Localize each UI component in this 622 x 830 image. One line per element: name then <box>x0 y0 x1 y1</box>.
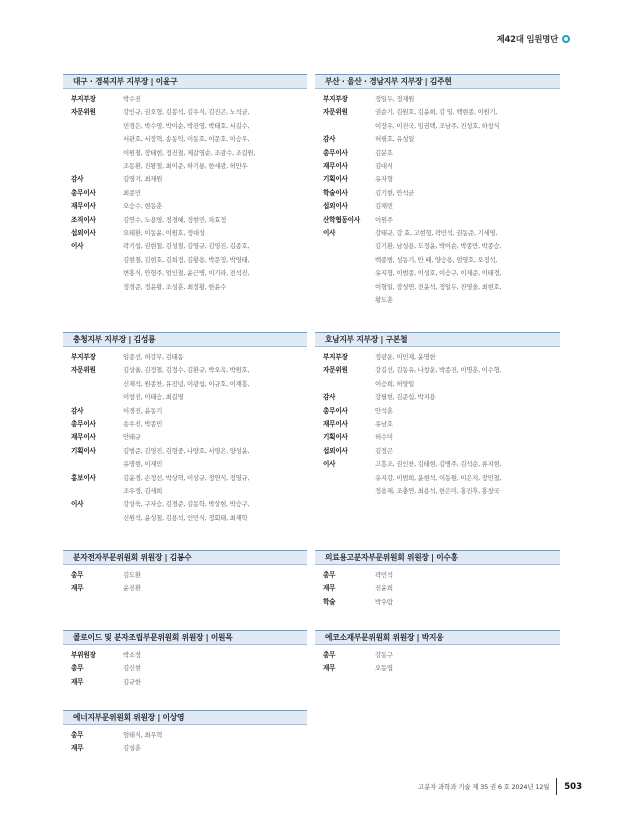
role-label: 총무 <box>71 731 84 739</box>
member-names <box>123 649 307 662</box>
member-names-line: 이장우, 이진국, 임권택, 조남주, 진성호, 하창식 <box>375 121 500 130</box>
member-names <box>123 200 307 213</box>
role-label: 섭외이사 <box>71 229 96 238</box>
section-body <box>315 347 560 498</box>
member-names-line: 오태환, 이동윤, 이원호, 정대성 <box>123 229 205 238</box>
member-names-line: 김채빈 <box>375 202 393 211</box>
role-label: 재무이사 <box>323 420 348 429</box>
member-names-line: 민경은, 박수영, 박이순, 박진영, 박태호, 서길수, <box>123 121 250 130</box>
member-names <box>375 160 560 173</box>
member-names-line: 강동구 <box>375 651 393 659</box>
member-row <box>323 458 560 498</box>
section-electronic <box>63 550 307 596</box>
role-label: 재무이사 <box>71 202 96 211</box>
member-names-line: 정경준, 정윤황, 조성훈, 최정황, 한윤수 <box>123 282 227 291</box>
role-label: 섭외이사 <box>323 446 348 455</box>
member-row <box>71 445 307 472</box>
section-header <box>315 630 560 645</box>
member-names-line: 백종범, 성동기, 안 때, 양승용, 엄영호, 오정석, <box>375 255 498 264</box>
member-names-line: 김기현, 안석균 <box>375 188 415 197</box>
member-row <box>71 187 307 200</box>
member-names <box>375 431 560 444</box>
member-row <box>323 187 560 200</box>
role-label: 부지부장 <box>71 353 96 361</box>
member-names-line: 서관호, 서장혁, 송동익, 이동호, 이문호, 이승우, <box>123 135 250 144</box>
member-names-line: 김연수, 노용영, 정경혜, 정현민, 차효정 <box>123 215 227 224</box>
role-label: 홍보이사 <box>71 473 96 482</box>
role-label: 이사 <box>323 460 336 469</box>
section-header <box>63 74 307 89</box>
member-names-line: 박수진 <box>123 95 141 103</box>
page-number: 503 <box>564 781 582 792</box>
member-names-line: 정일두, 정재원 <box>375 95 415 103</box>
member-names-line: 김현철, 김현호, 김희정, 김황용, 박문정, 박영태, <box>123 255 250 264</box>
member-row <box>323 582 560 595</box>
section-header <box>315 550 560 565</box>
role-label: 총무이사 <box>71 188 96 197</box>
member-names-line: 박우람 <box>375 597 393 606</box>
member-names-line: 송우진, 박종민 <box>123 420 163 429</box>
role-label: 자문위원 <box>71 108 96 117</box>
member-names <box>375 173 560 186</box>
member-names <box>375 364 560 391</box>
member-row <box>323 147 560 160</box>
member-names-line: 곽민석 <box>375 571 393 579</box>
role-label: 감사 <box>323 135 336 144</box>
member-names-line: 조동환, 진왕철, 최이준, 하기룡, 한세광, 허만우 <box>123 162 248 171</box>
section-title: 충청지부 지부장 | 김성룡 <box>73 335 156 344</box>
role-label: 이사 <box>323 229 336 238</box>
member-names-line: 강필현, 김준섭, 박지용 <box>375 393 436 402</box>
member-names <box>375 662 560 675</box>
member-names <box>123 173 307 186</box>
member-names <box>375 187 560 200</box>
page-header <box>497 33 570 45</box>
member-names <box>123 582 307 595</box>
member-names <box>123 662 307 675</box>
member-row <box>323 431 560 444</box>
member-row <box>71 214 307 227</box>
member-names <box>375 147 560 160</box>
page-title: 제42대 임원명단 <box>496 35 558 45</box>
section-body <box>63 725 307 756</box>
section-header <box>63 630 307 645</box>
role-label: 총무 <box>71 571 84 579</box>
member-names <box>375 596 560 609</box>
section-energy <box>63 710 307 756</box>
member-names <box>375 458 560 498</box>
role-label: 이사 <box>71 500 84 509</box>
member-names-line: 김상율, 김정철, 김정수, 김환규, 박오옥, 박원호, <box>123 366 250 375</box>
member-row <box>71 662 307 675</box>
member-names <box>123 240 307 294</box>
member-names-line: 권순기, 김원호, 김윤희, 김 임, 백현종, 이원기, <box>375 108 498 117</box>
member-row <box>71 676 307 689</box>
role-label: 자문위원 <box>323 366 348 375</box>
member-names <box>123 498 307 525</box>
member-row <box>323 405 560 418</box>
member-row <box>323 227 560 307</box>
member-row <box>71 472 307 499</box>
member-names <box>375 133 560 146</box>
member-names <box>123 93 307 106</box>
member-names-line: 이경진, 윤동기 <box>123 406 163 415</box>
member-row <box>71 498 307 525</box>
member-names-line: 김범준, 김영진, 김형중, 나양호, 서영은, 양성윤, <box>123 446 250 455</box>
member-names-line: 윤진환 <box>123 584 141 593</box>
role-label: 자문위원 <box>71 366 96 375</box>
role-label: 감사 <box>71 406 84 415</box>
member-names <box>375 418 560 431</box>
section-title: 호남지부 지부장 | 구본철 <box>325 335 408 344</box>
member-names-line: 김신현 <box>123 664 141 673</box>
member-row <box>323 445 560 458</box>
member-names-line: 진윤희 <box>375 584 393 593</box>
member-names-line: 임종선, 허강무, 김태동 <box>123 353 184 361</box>
member-names <box>123 431 307 444</box>
member-row <box>323 160 560 173</box>
role-label: 기획이사 <box>323 175 348 184</box>
role-label: 재무이사 <box>71 433 96 442</box>
member-names-line: 엄태식, 최우혁 <box>123 731 163 739</box>
member-names <box>375 405 560 418</box>
member-names-line: 김도환 <box>123 571 141 579</box>
member-names-line: 강인규, 권오형, 김봉석, 김우식, 김진곤, 노석균, <box>123 108 250 117</box>
member-names-line: 오승수, 현동춘 <box>123 202 163 211</box>
role-label: 부위원장 <box>71 651 96 659</box>
role-label: 감사 <box>323 393 336 402</box>
member-names-line: 김영기, 최재원 <box>123 175 163 184</box>
member-names-line: 강상욱, 구자승, 김경준, 김동학, 박상현, 박승구, <box>123 500 250 509</box>
member-names-line: 김성훈 <box>123 744 141 753</box>
section-body <box>63 645 307 689</box>
section-title: 분자전자부문위원회 위원장 | 김봉수 <box>73 553 192 562</box>
member-names <box>123 445 307 472</box>
member-row <box>323 649 560 662</box>
role-label: 총무이사 <box>323 406 348 415</box>
section-title: 대구 · 경북지부 지부장 | 이윤구 <box>73 77 178 86</box>
role-label: 자문위원 <box>323 108 348 117</box>
member-names-line: 이창진, 이태승, 최길영 <box>123 393 184 402</box>
member-names <box>123 351 307 364</box>
member-names-line: 신원석, 윤성철, 김용석, 인민식, 정회태, 최재학 <box>123 513 248 522</box>
section-body <box>315 645 560 676</box>
role-label: 총무 <box>71 664 84 673</box>
circle-bullet-icon <box>562 35 570 43</box>
member-row <box>71 649 307 662</box>
section-header <box>315 74 560 89</box>
section-colloid <box>63 630 307 689</box>
role-label: 재무 <box>323 664 336 673</box>
member-names <box>375 106 560 133</box>
member-names <box>123 405 307 418</box>
member-row <box>323 391 560 404</box>
section-honam <box>315 332 560 498</box>
section-header <box>63 710 307 725</box>
member-names <box>375 93 560 106</box>
member-row <box>71 742 307 755</box>
member-row <box>323 214 560 227</box>
member-names-line: 정용채, 조충연, 최용석, 한은미, 홍진후, 홍창국 <box>375 487 500 496</box>
section-title: 콜로이드 및 분자조립부문위원회 위원장 | 이원목 <box>73 633 233 642</box>
member-names-line: 유자형 <box>375 175 393 184</box>
member-names-line: 김대식 <box>375 162 393 171</box>
section-title: 에너지부문위원회 위원장 | 이상영 <box>73 713 185 722</box>
role-label: 기획이사 <box>323 433 348 442</box>
member-row <box>323 133 560 146</box>
member-names-line: 이형일, 장성연, 전윤석, 정일두, 진영을, 최현호, <box>375 282 502 291</box>
member-names-line: 이원철, 장태현, 정진철, 제갈영순, 조광수, 조길원, <box>123 148 256 157</box>
footer-divider <box>556 778 557 795</box>
member-row <box>71 405 307 418</box>
member-names-line: 김정곤 <box>375 446 393 455</box>
role-label: 산학협동이사 <box>323 215 361 224</box>
section-body <box>315 89 560 308</box>
member-names <box>123 569 307 582</box>
section-body <box>63 347 307 525</box>
member-names-line: 강길선, 김동유, 나창운, 박종진, 이명훈, 이수형, <box>375 366 502 375</box>
role-label: 총무이사 <box>323 148 348 157</box>
member-names-line: 조우경, 김세희 <box>123 487 163 496</box>
member-names-line: 허수미 <box>375 433 393 442</box>
role-label: 부지부장 <box>323 353 348 361</box>
section-body <box>63 565 307 596</box>
role-label: 재무 <box>323 584 336 593</box>
member-names-line: 유명현, 이재민 <box>123 460 163 469</box>
role-label: 조직이사 <box>71 215 96 224</box>
role-label: 기획이사 <box>71 446 96 455</box>
member-names-line: 고흥조, 권인찬, 김태현, 김병주, 김석순, 류지현, <box>375 460 502 469</box>
member-row <box>323 173 560 186</box>
member-names-line: 안태규 <box>123 433 141 442</box>
member-names <box>123 472 307 499</box>
role-label: 재무 <box>71 744 84 753</box>
member-row <box>71 93 307 106</box>
role-label: 재무 <box>71 677 84 686</box>
member-names-line: 이승희, 허양일 <box>375 379 415 388</box>
member-names <box>375 227 560 307</box>
role-label: 총무 <box>323 571 336 579</box>
member-names <box>375 582 560 595</box>
section-daegu <box>63 74 307 294</box>
member-names-line: 강태규, 강 효, 고현형, 곽민석, 권동준, 기세영, <box>375 229 498 238</box>
member-names-line: 변홍식, 안형주, 엄인철, 윤근병, 이기라, 전석진, <box>123 269 250 278</box>
member-row <box>71 418 307 431</box>
member-names <box>123 106 307 173</box>
member-row <box>71 227 307 240</box>
member-row <box>71 106 307 173</box>
role-label: 학술이사 <box>323 188 348 197</box>
member-names <box>375 391 560 404</box>
role-label: 부지부장 <box>323 95 348 103</box>
member-names <box>123 214 307 227</box>
role-label: 부지부장 <box>71 95 96 103</box>
member-names <box>123 676 307 689</box>
member-row <box>71 431 307 444</box>
member-names-line: 신재석, 원종찬, 유진녕, 이광섭, 이규호, 이재흥, <box>123 379 250 388</box>
member-names-line: 유남호 <box>375 420 393 429</box>
member-names-line: 김기환, 남성용, 도정윤, 박이순, 박종만, 박종승, <box>375 242 502 251</box>
member-row <box>323 596 560 609</box>
member-row <box>323 569 560 582</box>
member-names <box>123 227 307 240</box>
member-names <box>375 200 560 213</box>
member-row <box>323 418 560 431</box>
section-chungcheong <box>63 332 307 525</box>
section-header <box>315 332 560 347</box>
member-row <box>71 729 307 742</box>
role-label: 총무이사 <box>71 420 96 429</box>
section-title: 부산 · 울산 · 경남지부 지부장 | 김주현 <box>325 77 452 86</box>
member-names-line: 박소정 <box>123 651 141 659</box>
member-row <box>323 106 560 133</box>
member-row <box>323 351 560 364</box>
section-title: 에코소재부문위원회 위원장 | 박지웅 <box>325 633 444 642</box>
member-names <box>375 649 560 662</box>
section-title: 의료용고분자부문위원회 위원장 | 이수홍 <box>325 553 458 562</box>
section-busan <box>315 74 560 308</box>
member-row <box>323 364 560 391</box>
member-row <box>71 351 307 364</box>
member-row <box>71 173 307 186</box>
member-names-line: 이원주 <box>375 215 393 224</box>
member-names-line: 김윤경, 손정선, 박상혁, 이상규, 정연식, 정영규, <box>123 473 250 482</box>
member-names-line: 최종민 <box>123 188 141 197</box>
member-names-line: 황도훈 <box>375 296 393 305</box>
member-row <box>71 364 307 404</box>
member-names-line: 유지형, 이범종, 이성호, 이승구, 이재준, 이태경, <box>375 269 502 278</box>
member-names <box>375 569 560 582</box>
member-names <box>123 742 307 755</box>
member-names-line: 곽기섭, 권현철, 김성철, 김영규, 김영진, 김종호, <box>123 242 250 251</box>
member-names-line: 김규한 <box>123 677 141 686</box>
member-row <box>71 582 307 595</box>
member-row <box>71 569 307 582</box>
member-row <box>71 200 307 213</box>
member-names <box>375 445 560 458</box>
member-row <box>323 200 560 213</box>
role-label: 재무 <box>71 584 84 593</box>
member-row <box>323 93 560 106</box>
member-names-line: 김분호 <box>375 148 393 157</box>
member-row <box>323 662 560 675</box>
section-eco <box>315 630 560 676</box>
member-names <box>375 214 560 227</box>
member-names <box>123 729 307 742</box>
role-label: 학술 <box>323 597 336 606</box>
member-row <box>71 240 307 294</box>
section-header <box>63 332 307 347</box>
role-label: 섭외이사 <box>323 202 348 211</box>
member-names-line: 정광운, 이민재, 윤명한 <box>375 353 436 361</box>
role-label: 재무이사 <box>323 162 348 171</box>
member-names <box>123 187 307 200</box>
member-names <box>375 351 560 364</box>
member-names-line: 오동엽 <box>375 664 393 673</box>
member-names-line: 허필호, 유성일 <box>375 135 415 144</box>
section-body <box>63 89 307 294</box>
member-names-line: 안석훈 <box>375 406 393 415</box>
role-label: 총무 <box>323 651 336 659</box>
role-label: 감사 <box>71 175 84 184</box>
section-body <box>315 565 560 609</box>
section-medical <box>315 550 560 609</box>
member-names <box>123 418 307 431</box>
member-names-line: 유지강, 이범희, 윤현석, 이동원, 이은지, 장민철, <box>375 473 502 482</box>
role-label: 이사 <box>71 242 84 251</box>
member-names <box>123 364 307 404</box>
section-header <box>63 550 307 565</box>
page-footer <box>418 778 582 795</box>
journal-info: 고분자 과학과 기술 제 35 권 6 호 2024년 12월 <box>418 783 550 791</box>
